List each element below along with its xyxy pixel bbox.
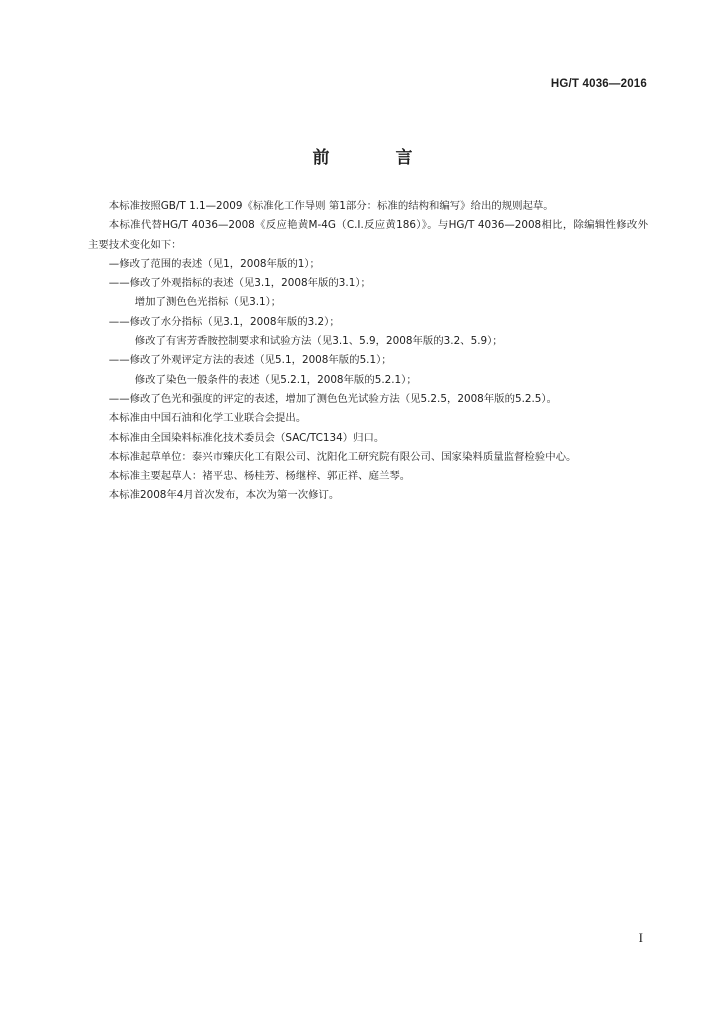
change-item: 增加了测色色光指标（见3.1）； [134,296,282,309]
page-number: I [638,930,643,945]
change-item: ——修改了色光和强度的评定的表述，增加了测色色光试验方法（见5.2.5，2008年版的5.2.5）。 [108,392,557,405]
change-item: ——修改了外观评定方法的表述（见5.1，2008年版的5.1）； [108,354,392,367]
paragraph-technical-committee: 本标准由全国染料标准化技术委员会（SAC/TC134）归口。 [108,431,385,444]
paragraph-drafting-rules: 本标准按照GB/T 1.1—2009《标准化工作导则 第1部分：标准的结构和编写》给出的规则起草。 [108,200,554,212]
paragraph-drafting-units: 本标准起草单位：泰兴市臻庆化工有限公司、沈阳化工研究院有限公司、国家染料质量监督检验中心。 [108,450,577,463]
change-item: ——修改了水分指标（见3.1，2008年版的3.2）； [108,315,340,328]
paragraph-history: 本标准2008年4月首次发布，本次为第一次修订。 [108,489,340,502]
change-item: 修改了有害芳香胺控制要求和试验方法（见3.1、5.9，2008年版的3.2、5.9）； [134,335,503,348]
change-item: ——修改了外观指标的表述（见3.1，2008年版的3.1）； [108,277,371,290]
paragraph-replacement: 本标准代替HG/T 4036—2008《反应艳黄M-4G（C.I.反应黄186）》。与HG/T 4036—2008相比，除编辑性修改外主要技术变化如下： [88,219,648,251]
standard-code: HG/T 4036—2016 [550,78,647,90]
change-item: 修改了染色一般条件的表述（见5.2.1，2008年版的5.2.1）； [134,373,417,386]
paragraph-drafters: 本标准主要起草人：褚平忠、杨桂芳、杨继梓、郭正祥、庭兰琴。 [108,470,411,483]
foreword-body [88,197,648,506]
paragraph-proposer: 本标准由中国石油和化学工业联合会提出。 [108,412,307,425]
page-title: 前 言 [312,148,443,168]
change-item: —修改了范围的表述（见1，2008年版的1）； [108,257,320,270]
